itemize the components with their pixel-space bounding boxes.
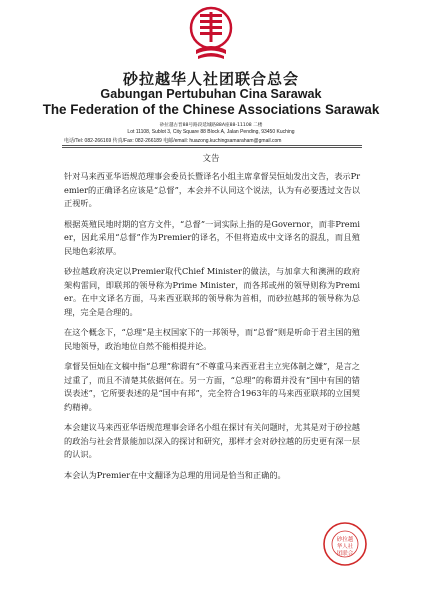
- address-english: Lot 11108, Sublot 3, City Square 88 Block A, Jalan Pending, 93450 Kuching: [127, 129, 295, 135]
- paragraph-7: 本会认为Premier在中文翻译为总理的用词是恰当和正确的。: [64, 469, 286, 480]
- svg-text:团联合: 团联合: [336, 551, 354, 557]
- svg-text:华人社: 华人社: [336, 544, 354, 550]
- org-name-english: The Federation of the Chinese Associations Sarawak: [42, 102, 380, 117]
- paragraph-4: 在这个概念下，“总理”是主权国家下的一邦领导，而“总督”则是听命于君主国的殖民地领导，政治地位自然不能相提并论。: [64, 327, 360, 351]
- paragraph-6: 本会建议马来西亚华语规范理事会译名小组在探讨有关问题时，尤其是对于砂拉越的政治与社会背景能加以深入的探讨和研究，那样才会对砂拉越的历史更有深一层的认识。: [64, 422, 360, 459]
- paragraph-3: 砂拉越政府决定以Premier取代Chief Minister的做法，与加拿大和澳洲的政府架构雷同，即联邦的领导称为Prime Minister，而各邦或州的领导则称为Premier。在中文译名方面，马来西亚联邦的领导称为首相，而砂拉越邦的领导称为总理，完全是合理的。: [64, 266, 360, 317]
- document-title: 文告: [202, 154, 220, 164]
- org-name-chinese: 砂拉越华人社团联合总会: [122, 70, 299, 88]
- org-name-malay: Gabungan Pertubuhan Cina Sarawak: [100, 87, 322, 101]
- paragraph-2: 根据英殖民地时期的官方文件，“总督”一词实际上指的是Governor，而非Premier，因此采用“总督”作为Premier的译名，不但将造成中文译名的混乱，而且殖民地色彩浓厚。: [64, 218, 360, 256]
- contact-line: 电话/Tel: 082-266169 传真/Fax: 082-266189 电邮/email: huazong.kuchingsamaraham@gmail.com: [64, 138, 282, 144]
- header-divider-bottom: [62, 147, 362, 148]
- paragraph-5: 拿督吴恒灿在文稿中指“总理”称谓有“不尊重马来西亚君主立宪体制之嫌”，是言之过重了，而且不清楚其依据何在。另一方面，“总理”的称谓并没有“国中有国的错误表述”，它所要表述的是“国中有邦”，完全符合1963年的马来西亚联邦的立国契约精神。: [64, 361, 360, 412]
- address-chinese: 砂拉越古晋88号路段延城路88A座88-11108 二楼: [159, 123, 263, 128]
- header-divider-top: [62, 145, 362, 146]
- official-seal-stamp: [322, 521, 368, 567]
- svg-text:砂拉越: 砂拉越: [336, 537, 354, 543]
- federation-logo-icon: [188, 6, 234, 64]
- paragraph-1: 针对马来西亚华语规范理事会委员长暨译名小组主席拿督吴恒灿发出文告，表示Premier的正确译名应该是“总督”，本会并不认同这个说法，认为有必要透过文告以正视听。: [64, 171, 360, 208]
- document-body: [64, 170, 360, 489]
